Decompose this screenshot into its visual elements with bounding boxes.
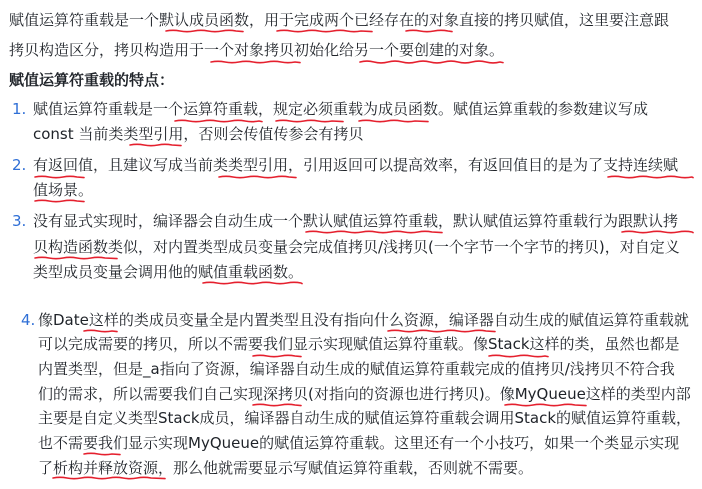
list-item-line: 赋值运算符重载是一个运算符重载，规定必须重载为成员函数。赋值运算重载的参数建议写成 [33, 100, 649, 118]
list-number: 2. [12, 156, 27, 174]
list-item-line: 类型成员变量会调用他的赋值重载函数。 [33, 263, 304, 281]
intro-line: 赋值运算符重载是一个默认成员函数，用于完成两个已经存在的对象直接的拷贝赋值，这里要注意跟 [9, 11, 670, 29]
intro-line: 拷贝构造区分，拷贝构造用于一个对象拷贝初始化给另一个要创建的对象。 [9, 41, 505, 59]
list-item-line: 们的需求，所以需要我们自己实现深拷贝(对指向的资源也进行拷贝)。像MyQueue这样的类型内部 [38, 385, 691, 403]
list-item-line: 内置类型，但是_a指向了资源，编译器自动生成的赋值运算符重载完成的值拷贝/浅拷贝不符合我 [38, 360, 675, 378]
list-item-line: 也不需要我们显示实现MyQueue的赋值运算符重载。这里还有一个小技巧，如果一个类显示实现 [38, 434, 680, 452]
list-item-line: 贝构造函数类似，对内置类型成员变量会完成值拷贝/浅拷贝(一个字节一个字节的拷贝)，对自定义 [33, 238, 680, 256]
list-number: 1. [12, 100, 27, 118]
section-heading: 赋值运算符重载的特点： [9, 71, 175, 89]
list-number: 3. [12, 212, 27, 230]
list-item-line: 像Date这样的类成员变量全是内置类型且没有指向什么资源，编译器自动生成的赋值运算符重载就 [38, 311, 689, 329]
list-item-line: 值场景。 [33, 181, 94, 199]
list-item-line: 没有显式实现时，编译器会自动生成一个默认赋值运算符重载，默认赋值运算符重载行为跟默认拷 [33, 212, 679, 230]
list-number: 4. [21, 311, 36, 329]
list-item-line: 有返回值，且建议写成当前类类型引用，引用返回可以提高效率，有返回值目的是为了支持连续赋 [33, 156, 679, 174]
list-item-line: 主要是自定义类型Stack成员，编译器自动生成的赋值运算符重载会调用Stack的赋值运算符重载， [38, 409, 692, 427]
list-item-line: 可以完成需要的拷贝，所以不需要我们显示实现赋值运算符重载。像Stack这样的类，虽然也都是 [38, 335, 680, 353]
list-item-line: const 当前类类型引用，否则会传值传参会有拷贝 [33, 125, 364, 143]
list-item-line: 了析构并释放资源，那么他就需要显示写赋值运算符重载，否则就不需要。 [38, 459, 534, 477]
